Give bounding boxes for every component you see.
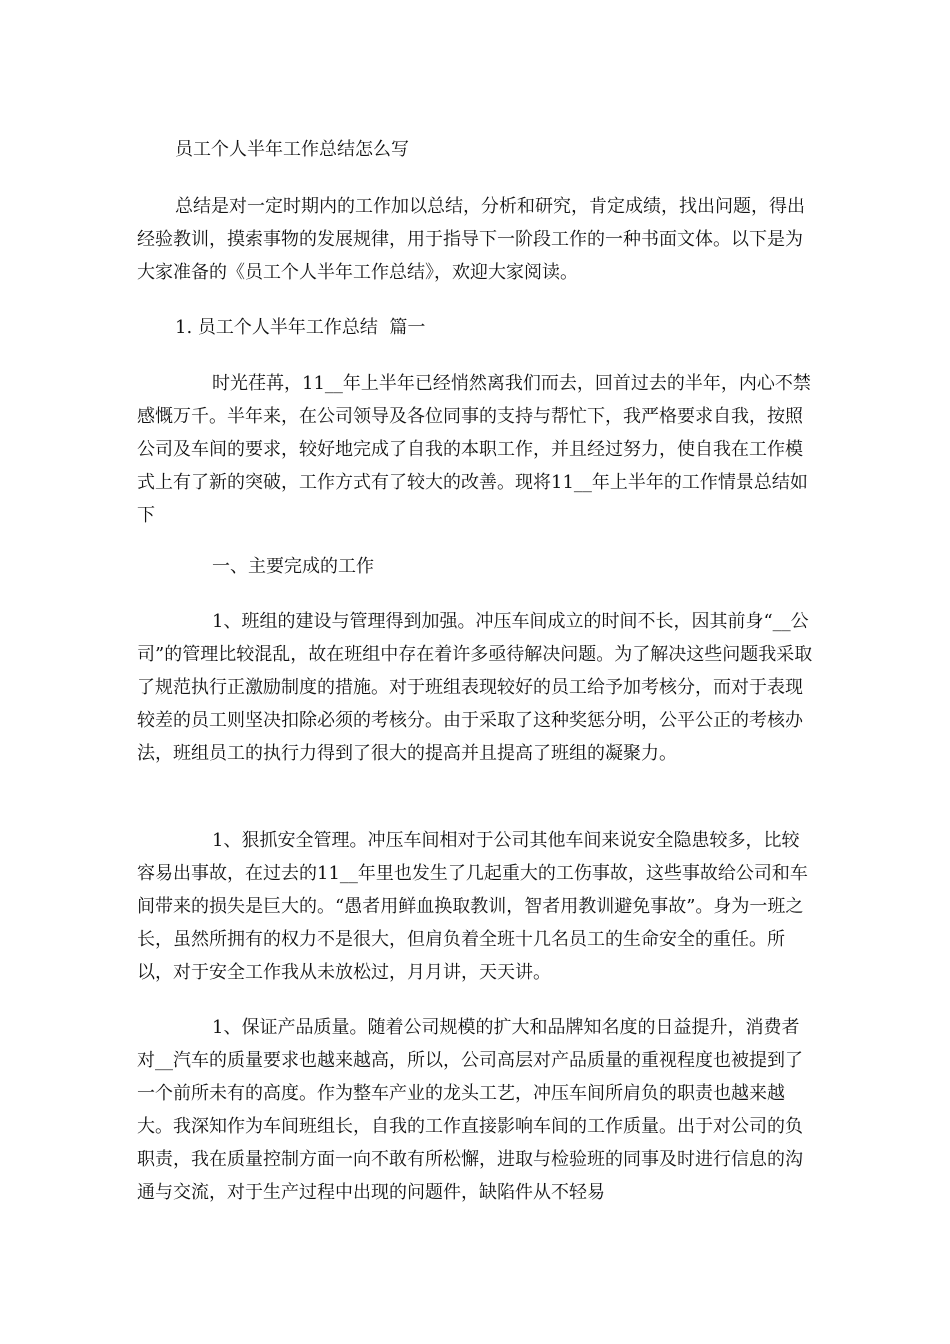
document-title: 员工个人半年工作总结怎么写 xyxy=(175,139,409,160)
quality-paragraph: 1、保证产品质量。随着公司规模的扩大和品牌知名度的日益提升，消费者对__汽车的质量要求也越来越高，所以，公司高层对产品质量的重视程度也被提到了一个前所未有的高度。作为整车产业的龙头工艺，冲压车间所肩负的职责也越来越大。我深知作为车间班组长，自我的工作直接影响车间的工作质量。出于对公司的负职责，我在质量控制方面一向不敢有所松懈，进取与检验班的同事及时进行信息的沟通与交流，对于生产过程中出现的问题件，缺陷件从不轻易 xyxy=(137,1017,803,1203)
team-building-paragraph: 1、班组的建设与管理得到加强。冲压车间成立的时间不长，因其前身“__公司”的管理比较混乱，故在班组中存在着许多亟待解决问题。为了解决这些问题我采取了规范执行正激励制度的措施。对于班组表现较好的员工给予加考核分，而对于表现较差的员工则坚决扣除必须的考核分。由于采取了这种奖惩分明，公平公正的考核办法，班组员工的执行力得到了很大的提高并且提高了班组的凝聚力。 xyxy=(137,611,813,764)
section-heading: 1. 员工个人半年工作总结 篇一 xyxy=(175,317,426,338)
opening-paragraph: 时光荏苒，11__年上半年已经悄然离我们而去，回首过去的半年，内心不禁感慨万千。半年来，在公司领导及各位同事的支持与帮忙下，我严格要求自我，按照公司及车间的要求，较好地完成了自我的本职工作，并且经过努力，使自我在工作模式上有了新的突破，工作方式有了较大的改善。现将11__年上半年的工作情景总结如下 xyxy=(137,373,811,526)
safety-paragraph: 1、狠抓安全管理。冲压车间相对于公司其他车间来说安全隐患较多，比较容易出事故，在过去的11__年里也发生了几起重大的工伤事故，这些事故给公司和车间带来的损失是巨大的。“愚者用鲜血换取教训，智者用教训避免事故”。身为一班之长，虽然所拥有的权力不是很大，但肩负着全班十几名员工的生命安全的重任。所以，对于安全工作我从未放松过，月月讲，天天讲。 xyxy=(137,830,808,983)
intro-paragraph: 总结是对一定时期内的工作加以总结，分析和研究，肯定成绩，找出问题，得出经验教训，摸索事物的发展规律，用于指导下一阶段工作的一种书面文体。以下是为大家准备的《员工个人半年工作总结》，欢迎大家阅读。 xyxy=(137,196,805,283)
subheading: 一、主要完成的工作 xyxy=(212,556,374,577)
